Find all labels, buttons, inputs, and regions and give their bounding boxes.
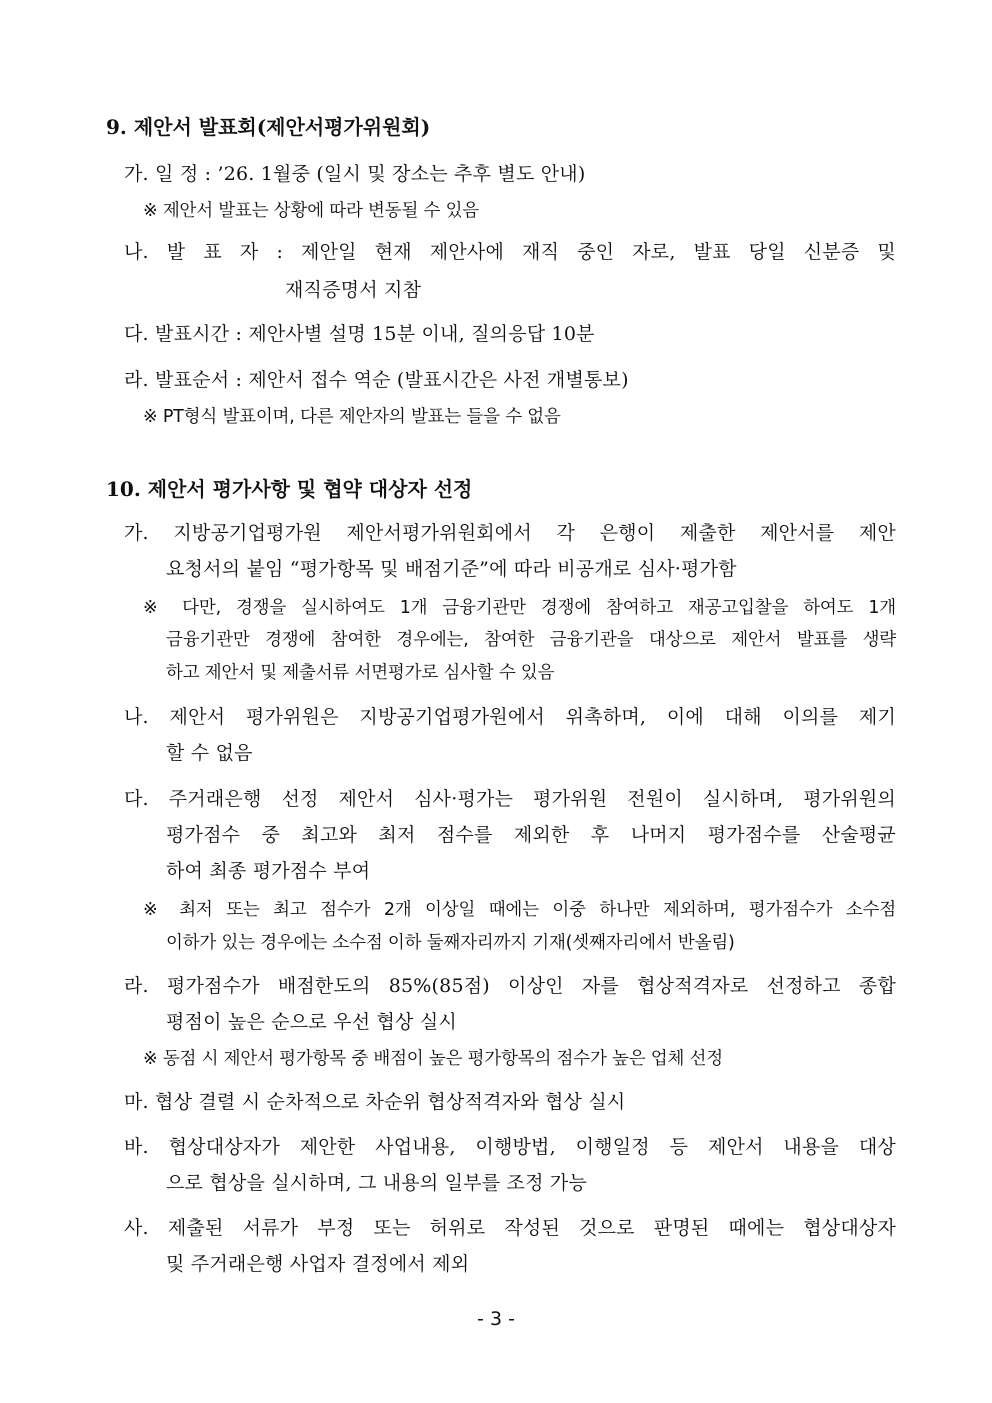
section-9-note-1: ※ 제안서 발표는 상황에 따라 변동될 수 있음 [143,201,479,221]
section-10-item-na-cont: 할 수 없음 [166,742,253,764]
section-10-item-ra-cont: 평점이 높은 순으로 우선 협상 실시 [166,1011,457,1033]
section-9-item-na-cont: 재직증명서 지참 [285,279,422,301]
section-9-note-2: ※ PT형식 발표이며, 다른 제안자의 발표는 들을 수 없음 [143,407,561,427]
section-10-item-da: 다. 주거래은행 선정 제안서 심사·평가는 평가위원 전원이 실시하며, 평가위원의 [124,788,896,810]
section-10-note-1: ※ 다만, 경쟁을 실시하여도 1개 금융기관만 경쟁에 참여하고 재공고입찰을 하여도 1개 [143,598,896,618]
section-10-note-2-cont: 이하가 있는 경우에는 소수점 이하 둘째자리까지 기재(셋째자리에서 반올림) [166,933,735,953]
section-9-item-ga: 가. 일 정 : ’26. 1월중 (일시 및 장소는 추후 별도 안내) [124,163,586,185]
section-10-item-da-cont1: 평가점수 중 최고와 최저 점수를 제외한 후 나머지 평가점수를 산술평균 [166,824,896,846]
section-10-item-ba: 바. 협상대상자가 제안한 사업내용, 이행방법, 이행일정 등 제안서 내용을 대상 [124,1136,896,1158]
section-10-note-1-cont2: 하고 제안서 및 제출서류 서면평가로 심사할 수 있음 [166,663,555,683]
section-9-heading: 9. 제안서 발표회(제안서평가위원회) [106,115,431,139]
section-10-item-ma: 마. 협상 결렬 시 순차적으로 차순위 협상적격자와 협상 실시 [124,1091,626,1113]
section-10-item-sa: 사. 제출된 서류가 부정 또는 허위로 작성된 것으로 판명된 때에는 협상대상자 [124,1217,896,1239]
section-10-note-3: ※ 동점 시 제안서 평가항목 중 배점이 높은 평가항목의 점수가 높은 업체 선정 [143,1049,723,1069]
section-10-item-da-cont2: 하여 최종 평가점수 부여 [166,860,371,882]
section-10-item-sa-cont: 및 주거래은행 사업자 결정에서 제외 [166,1253,470,1275]
section-10-item-na: 나. 제안서 평가위원은 지방공기업평가원에서 위촉하며, 이에 대해 이의를 제기 [124,706,896,728]
section-10-item-ba-cont: 으로 협상을 실시하며, 그 내용의 일부를 조정 가능 [166,1172,587,1194]
section-10-item-ga: 가. 지방공기업평가원 제안서평가위원회에서 각 은행이 제출한 제안서를 제안 [124,522,896,544]
section-9-item-da: 다. 발표시간 : 제안사별 설명 15분 이내, 질의응답 10분 [124,323,595,345]
section-10-heading: 10. 제안서 평가사항 및 협약 대상자 선정 [106,477,473,501]
section-10-note-1-cont1: 금융기관만 경쟁에 참여한 경우에는, 참여한 금융기관을 대상으로 제안서 발표를 생략 [166,630,896,650]
section-9-item-na: 나. 발 표 자 : 제안일 현재 제안사에 재직 중인 자로, 발표 당일 신분증 및 [124,241,896,263]
section-10-item-ga-cont: 요청서의 붙임 “평가항목 및 배점기준”에 따라 비공개로 심사·평가함 [166,558,737,580]
section-10-item-ra: 라. 평가점수가 배점한도의 85%(85점) 이상인 자를 협상적격자로 선정하고 종합 [124,975,896,997]
section-9-item-ra: 라. 발표순서 : 제안서 접수 역순 (발표시간은 사전 개별통보) [124,369,629,391]
section-10-note-2: ※ 최저 또는 최고 점수가 2개 이상일 때에는 이중 하나만 제외하며, 평가점수가 소수점 [143,900,896,920]
page-number: - 3 - [477,1308,515,1330]
